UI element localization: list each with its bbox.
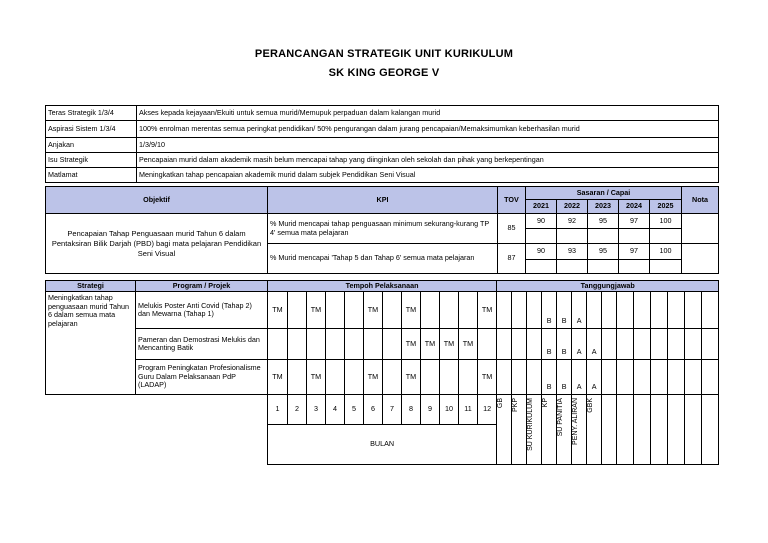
program-3-mark: TM	[402, 360, 421, 395]
program-1-mark	[440, 292, 459, 329]
kpi-1-achieved	[619, 229, 650, 244]
aspirasi-value: 100% enrolman merentas semua peringkat pendidikan/ 50% pengurangan dalam jurang pencapaian/Memaksimumkan keberhasilan murid	[137, 121, 719, 138]
resp-extra-cell	[668, 292, 685, 329]
program-3-resp: B	[542, 360, 557, 395]
resp-extra-cell	[685, 292, 702, 329]
resp-extra-cell	[702, 292, 719, 329]
month-label: 12	[478, 395, 497, 425]
program-2-resp	[512, 329, 527, 360]
anjakan-label: Anjakan	[46, 138, 137, 153]
month-label: 3	[307, 395, 326, 425]
resp-extra-cell	[668, 395, 685, 465]
month-label: 5	[345, 395, 364, 425]
resp-extra-cell	[702, 329, 719, 360]
resp-extra-cell	[617, 360, 634, 395]
program-2-mark	[364, 329, 383, 360]
teras-label: Teras Strategik 1/3/4	[46, 106, 137, 121]
page-title: PERANCANGAN STRATEGIK UNIT KURIKULUM	[254, 48, 514, 60]
kpi-2-text: % Murid mencapai 'Tahap 5 dan Tahap 6' semua mata pelajaran	[268, 244, 498, 274]
kpi-1-achieved	[588, 229, 619, 244]
resp-extra-cell	[617, 395, 634, 465]
program-3-mark	[345, 360, 364, 395]
year-2021: 2021	[526, 200, 557, 214]
matlamat-value: Meningkatkan tahap pencapaian akademik murid dalam subjek Pendidikan Seni Visual	[137, 168, 719, 183]
program-3-resp	[497, 360, 512, 395]
kpi-1-text: % Murid mencapai tahap penguasaan minimum sekurang-kurang TP 4' semua mata pelajaran	[268, 214, 498, 244]
kpi-1-target: 92	[557, 214, 588, 229]
resp-extra-cell	[651, 360, 668, 395]
program-2-mark	[326, 329, 345, 360]
program-3-mark	[326, 360, 345, 395]
kpi-2-target: 90	[526, 244, 557, 260]
program-3-resp	[512, 360, 527, 395]
tempoh-header: Tempoh Pelaksanaan	[268, 281, 497, 292]
program-1-mark	[421, 292, 440, 329]
program-3-resp: A	[572, 360, 587, 395]
resp-extra-cell	[634, 360, 651, 395]
kpi-1-achieved	[650, 229, 682, 244]
empty-cell	[46, 425, 136, 465]
kpi-1-target: 100	[650, 214, 682, 229]
program-2-resp: A	[587, 329, 602, 360]
program-2-mark	[307, 329, 326, 360]
sasaran-header: Sasaran / Capai	[526, 187, 682, 200]
isu-row	[46, 153, 719, 168]
resp-extra-cell	[702, 360, 719, 395]
resp-extra-cell	[651, 395, 668, 465]
program-1-resp	[527, 292, 542, 329]
strategy-text: Meningkatkan tahap penguasaan murid Tahun 6 dalam semua mata pelajaran	[46, 292, 136, 395]
program-1-resp: A	[572, 292, 587, 329]
program-1-mark: TM	[268, 292, 288, 329]
program-2-mark: TM	[421, 329, 440, 360]
role-label: PKP	[512, 398, 520, 413]
role-cell	[512, 395, 527, 465]
program-2-mark: TM	[402, 329, 421, 360]
resp-extra-cell	[617, 292, 634, 329]
program-2-mark	[383, 329, 402, 360]
teras-row	[46, 106, 719, 121]
resp-extra-cell	[668, 360, 685, 395]
program-1-resp	[587, 292, 602, 329]
role-label: PENY. ALIRAN	[572, 398, 580, 445]
bulan-label: BULAN	[268, 425, 497, 465]
kpi-2-achieved	[650, 260, 682, 274]
kpi-1-nota	[682, 214, 719, 244]
program-3-mark	[383, 360, 402, 395]
month-label: 1	[268, 395, 288, 425]
program-2-mark	[345, 329, 364, 360]
empty-cell	[136, 425, 268, 465]
kpi-2-target: 100	[650, 244, 682, 260]
role-cell	[527, 395, 542, 465]
program-2-mark: TM	[440, 329, 459, 360]
kpi-1-target: 90	[526, 214, 557, 229]
role-label: SU KURIKULUM	[527, 398, 535, 451]
program-3-resp: A	[587, 360, 602, 395]
program-1-mark	[326, 292, 345, 329]
program-3-mark	[459, 360, 478, 395]
year-2022: 2022	[557, 200, 588, 214]
kpi-2-target: 93	[557, 244, 588, 260]
program-1-mark	[383, 292, 402, 329]
program-2-resp: A	[572, 329, 587, 360]
month-label: 8	[402, 395, 421, 425]
role-cell	[587, 395, 602, 465]
program-2-resp	[527, 329, 542, 360]
program-2-name: Pameran dan Demostrasi Melukis dan Mencanting Batik	[136, 329, 268, 360]
resp-extra-cell	[651, 329, 668, 360]
plan-table	[45, 280, 719, 465]
isu-value: Pencapaian murid dalam akademik masih belum mencapai tahap yang diinginkan oleh sekolah dan pihak yang berkepentingan	[137, 153, 719, 168]
month-label: 11	[459, 395, 478, 425]
kpi-1-achieved	[526, 229, 557, 244]
program-3-mark: TM	[307, 360, 326, 395]
month-label: 4	[326, 395, 345, 425]
program-1-resp: B	[557, 292, 572, 329]
program-2-resp	[602, 329, 617, 360]
program-1-resp	[497, 292, 512, 329]
empty-cell	[136, 395, 268, 425]
program-3-name: Program Peningkatan Profesionalisme Guru Dalam Pelaksanaan PdP (LADAP)	[136, 360, 268, 395]
program-1-mark: TM	[364, 292, 383, 329]
program-1-mark	[345, 292, 364, 329]
resp-extra-cell	[634, 329, 651, 360]
year-2023: 2023	[588, 200, 619, 214]
objective-text: Pencapaian Tahap Penguasaan murid Tahun 6 dalam Pentaksiran Bilik Darjah (PBD) bagi mata pelajaran Pendidikan Seni Visual	[46, 214, 268, 274]
role-label: GBK	[587, 398, 595, 413]
role-cell	[557, 395, 572, 465]
program-1-mark: TM	[478, 292, 497, 329]
program-1-mark: TM	[402, 292, 421, 329]
year-2024: 2024	[619, 200, 650, 214]
page-subtitle: SK KING GEORGE V	[328, 67, 440, 79]
program-3-mark: TM	[268, 360, 288, 395]
objektif-header: Objektif	[46, 187, 268, 214]
isu-label: Isu Strategik	[46, 153, 137, 168]
resp-extra-cell	[668, 329, 685, 360]
program-1-mark	[288, 292, 307, 329]
kpi-2-achieved	[526, 260, 557, 274]
aspirasi-row	[46, 121, 719, 138]
kpi-1-target: 97	[619, 214, 650, 229]
nota-header: Nota	[682, 187, 719, 214]
program-3-mark	[288, 360, 307, 395]
month-label: 2	[288, 395, 307, 425]
kpi-2-achieved	[588, 260, 619, 274]
tov-header: TOV	[498, 187, 526, 214]
program-2-resp: B	[557, 329, 572, 360]
role-label: GB	[497, 398, 505, 409]
role-label: SU PANITIA	[557, 398, 565, 437]
role-cell	[542, 395, 557, 465]
kpi-2-tov: 87	[498, 244, 526, 274]
program-3-mark: TM	[478, 360, 497, 395]
kpi-table	[45, 186, 719, 274]
matlamat-label: Matlamat	[46, 168, 137, 183]
program-1-resp	[512, 292, 527, 329]
program-1-name: Melukis Poster Anti Covid (Tahap 2) dan Mewarna (Tahap 1)	[136, 292, 268, 329]
month-label: 10	[440, 395, 459, 425]
empty-cell	[46, 395, 136, 425]
month-label: 9	[421, 395, 440, 425]
program-header: Program / Projek	[136, 281, 268, 292]
resp-extra-cell	[634, 292, 651, 329]
kpi-1-target: 95	[588, 214, 619, 229]
program-1-mark	[459, 292, 478, 329]
program-3-resp: B	[557, 360, 572, 395]
resp-extra-cell	[685, 329, 702, 360]
role-cell	[602, 395, 617, 465]
tanggungjawab-header: Tanggungjawab	[497, 281, 719, 292]
program-3-mark	[421, 360, 440, 395]
program-1-mark: TM	[307, 292, 326, 329]
kpi-1-achieved	[557, 229, 588, 244]
kpi-header: KPI	[268, 187, 498, 214]
program-2-resp	[497, 329, 512, 360]
resp-extra-cell	[685, 395, 702, 465]
program-2-mark	[288, 329, 307, 360]
resp-extra-cell	[702, 395, 719, 465]
program-2-mark	[268, 329, 288, 360]
role-label: KP	[542, 398, 550, 408]
role-cell	[497, 395, 512, 465]
program-1-resp: B	[542, 292, 557, 329]
program-3-resp	[527, 360, 542, 395]
kpi-2-target: 95	[588, 244, 619, 260]
program-3-mark	[440, 360, 459, 395]
month-label: 6	[364, 395, 383, 425]
kpi-2-target: 97	[619, 244, 650, 260]
kpi-2-nota	[682, 244, 719, 274]
teras-value: Akses kepada kejayaan/Ekuiti untuk semua murid/Memupuk perpaduan dalam kalangan murid	[137, 106, 719, 121]
resp-extra-cell	[634, 395, 651, 465]
role-cell	[572, 395, 587, 465]
program-1-resp	[602, 292, 617, 329]
program-3-mark: TM	[364, 360, 383, 395]
resp-extra-cell	[685, 360, 702, 395]
kpi-2-achieved	[619, 260, 650, 274]
resp-extra-cell	[651, 292, 668, 329]
info-table	[45, 105, 719, 183]
kpi-1-tov: 85	[498, 214, 526, 244]
kpi-2-achieved	[557, 260, 588, 274]
anjakan-row	[46, 138, 719, 153]
anjakan-value: 1/3/9/10	[137, 138, 719, 153]
program-2-mark: TM	[459, 329, 478, 360]
program-2-resp: B	[542, 329, 557, 360]
program-3-resp	[602, 360, 617, 395]
matlamat-row	[46, 168, 719, 183]
year-2025: 2025	[650, 200, 682, 214]
aspirasi-label: Aspirasi Sistem 1/3/4	[46, 121, 137, 138]
month-label: 7	[383, 395, 402, 425]
program-2-mark	[478, 329, 497, 360]
strategi-header: Strategi	[46, 281, 136, 292]
resp-extra-cell	[617, 329, 634, 360]
